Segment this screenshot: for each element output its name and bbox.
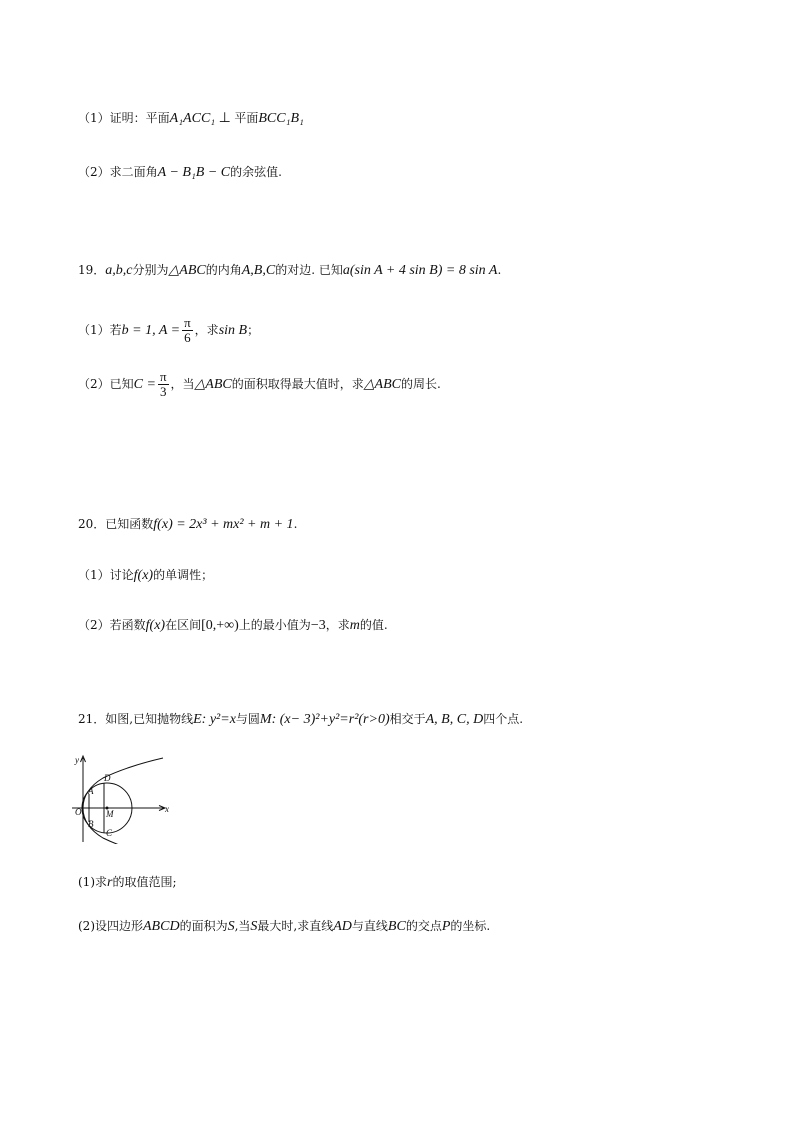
- label-b: B: [88, 819, 94, 829]
- q19-p2-triangle2: △ABC: [363, 377, 401, 392]
- q21-part2: [78, 918, 490, 935]
- q20-p2-prefix: （2）若函数: [78, 618, 146, 632]
- q18-p1-plane1: A₁ACC₁: [169, 111, 216, 126]
- q20-p2-var: m: [349, 618, 360, 633]
- q21-p2-text4: 与直线: [351, 919, 388, 933]
- q19-vars: a,b,c: [105, 263, 133, 278]
- q21-p1-prefix: (1)求: [78, 875, 107, 889]
- q21-parabola-name: E: [193, 712, 202, 727]
- q21-p2-line-bc: BC: [387, 919, 406, 934]
- q19-p1-target: sin B: [218, 323, 248, 338]
- q21-figure: [70, 752, 175, 844]
- q19-p1-fraction: [182, 316, 193, 345]
- q21-p2-text5: 的交点: [405, 919, 442, 933]
- label-o: O: [75, 807, 82, 817]
- q20-p2-text4: ，求: [325, 618, 350, 632]
- q20-p2-text3: 上的最小值为: [238, 618, 311, 632]
- q20-stem: [78, 516, 297, 533]
- q21-text3: 相交于: [389, 712, 426, 726]
- q19-p2-triangle1: △ABC: [194, 377, 232, 392]
- q19-triangle: △ABC: [168, 263, 206, 278]
- q21-p2-point-p: P: [441, 919, 451, 934]
- q20-part2: [78, 617, 388, 634]
- q19-p1-mid: ，求: [194, 323, 219, 337]
- q18-part1: [78, 110, 304, 127]
- q20-p2-interval: [0,+∞): [201, 618, 239, 633]
- q19-part2: [78, 368, 441, 401]
- q19-p1-end: ；: [247, 323, 260, 337]
- q19-equation: a(sin A + 4 sin B) = 8 sin A: [342, 263, 498, 278]
- q21-circle-name: M: [259, 712, 272, 727]
- q21-text2: 与圆: [235, 712, 260, 726]
- q20-p2-text2: 在区间: [165, 618, 202, 632]
- q19-p2-end: 的周长.: [400, 377, 441, 391]
- q19-p2-mid: ，当: [170, 377, 195, 391]
- q19-end: .: [497, 263, 502, 277]
- label-m: M: [106, 809, 114, 819]
- q19-p2-fraction: [158, 370, 169, 399]
- q21-p2-s1: S: [227, 919, 235, 934]
- fraction-denominator: 3: [159, 384, 167, 399]
- q18-p1-plane2: BCC₁B₁: [258, 111, 304, 126]
- q20-p2-min-value: −3: [310, 618, 326, 633]
- q20-p2-expr: f(x): [145, 618, 166, 633]
- q18-p2-angle: A − B₁B − C: [157, 165, 231, 180]
- q20-number: 20．: [78, 517, 106, 531]
- fraction-numerator: π: [184, 315, 191, 330]
- label-x: x: [165, 804, 169, 814]
- q19-p1-condition: b = 1, A =: [121, 323, 181, 338]
- label-d: D: [104, 773, 111, 783]
- q19-p2-prefix: （2）已知: [78, 377, 134, 391]
- q18-p1-mid: 平面: [234, 111, 259, 125]
- q21-p2-s2: S: [250, 919, 258, 934]
- fraction-denominator: 6: [184, 330, 191, 345]
- q18-part2: [78, 164, 282, 181]
- q20-p1-prefix: （1）讨论: [78, 568, 134, 582]
- q21-p1-var: r: [107, 875, 113, 890]
- q21-end: 四个点.: [483, 712, 524, 726]
- q21-p2-quad: ABCD: [143, 919, 180, 934]
- q19-text1: 分别为: [132, 263, 169, 277]
- q21-p2-text3: 最大时,求直线: [257, 919, 334, 933]
- q19-text3: 的对边. 已知: [275, 263, 343, 277]
- q21-p2-prefix: (2)设四边形: [78, 919, 143, 933]
- q19-p2-condition: C =: [133, 377, 156, 392]
- q18-p1-perp: ⊥: [215, 111, 235, 126]
- q21-parabola-eq: : y²=x: [201, 712, 236, 727]
- q18-p2-suffix: 的余弦值.: [230, 165, 282, 179]
- q21-p2-end: 的坐标.: [450, 919, 491, 933]
- fraction-numerator: π: [159, 369, 167, 384]
- q20-part1: [78, 567, 213, 584]
- q19-text2: 的内角: [205, 263, 242, 277]
- q21-p2-text1: 的面积为: [179, 919, 228, 933]
- parabola-curve: [83, 758, 163, 844]
- label-c: C: [106, 828, 113, 838]
- q21-p1-suffix: 的取值范围;: [112, 875, 177, 889]
- q19-p1-prefix: （1）若: [78, 323, 122, 337]
- q21-points: A, B, C, D: [425, 712, 484, 727]
- label-a: A: [88, 786, 94, 796]
- q20-end: .: [293, 517, 298, 531]
- q21-p2-line-ad: AD: [333, 919, 352, 934]
- q20-p2-end: 的值.: [359, 618, 388, 632]
- q19-stem: [78, 262, 501, 279]
- q21-text1: 如图,已知抛物线: [105, 712, 194, 726]
- q19-p2-text2: 的面积取得最大值时，求: [231, 377, 364, 391]
- q21-part1: [78, 874, 177, 891]
- q19-number: 19．: [78, 263, 106, 277]
- q20-text1: 已知函数: [105, 517, 154, 531]
- q18-p1-prefix: （1）证明：平面: [78, 111, 170, 125]
- label-y: y: [75, 755, 79, 765]
- q20-p1-expr: f(x): [133, 568, 154, 583]
- q21-stem: [78, 711, 523, 728]
- q20-function: f(x) = 2x³ + mx² + m + 1: [153, 517, 294, 532]
- q21-number: 21．: [78, 712, 106, 726]
- q19-angles: A,B,C: [241, 263, 276, 278]
- q19-part1: [78, 314, 259, 347]
- q18-p2-prefix: （2）求二面角: [78, 165, 158, 179]
- q21-p2-text2: ,当: [234, 919, 251, 933]
- q20-p1-suffix: 的单调性；: [153, 568, 214, 582]
- q21-circle-eq: : (x− 3)²+y²=r²(r>0): [271, 712, 390, 727]
